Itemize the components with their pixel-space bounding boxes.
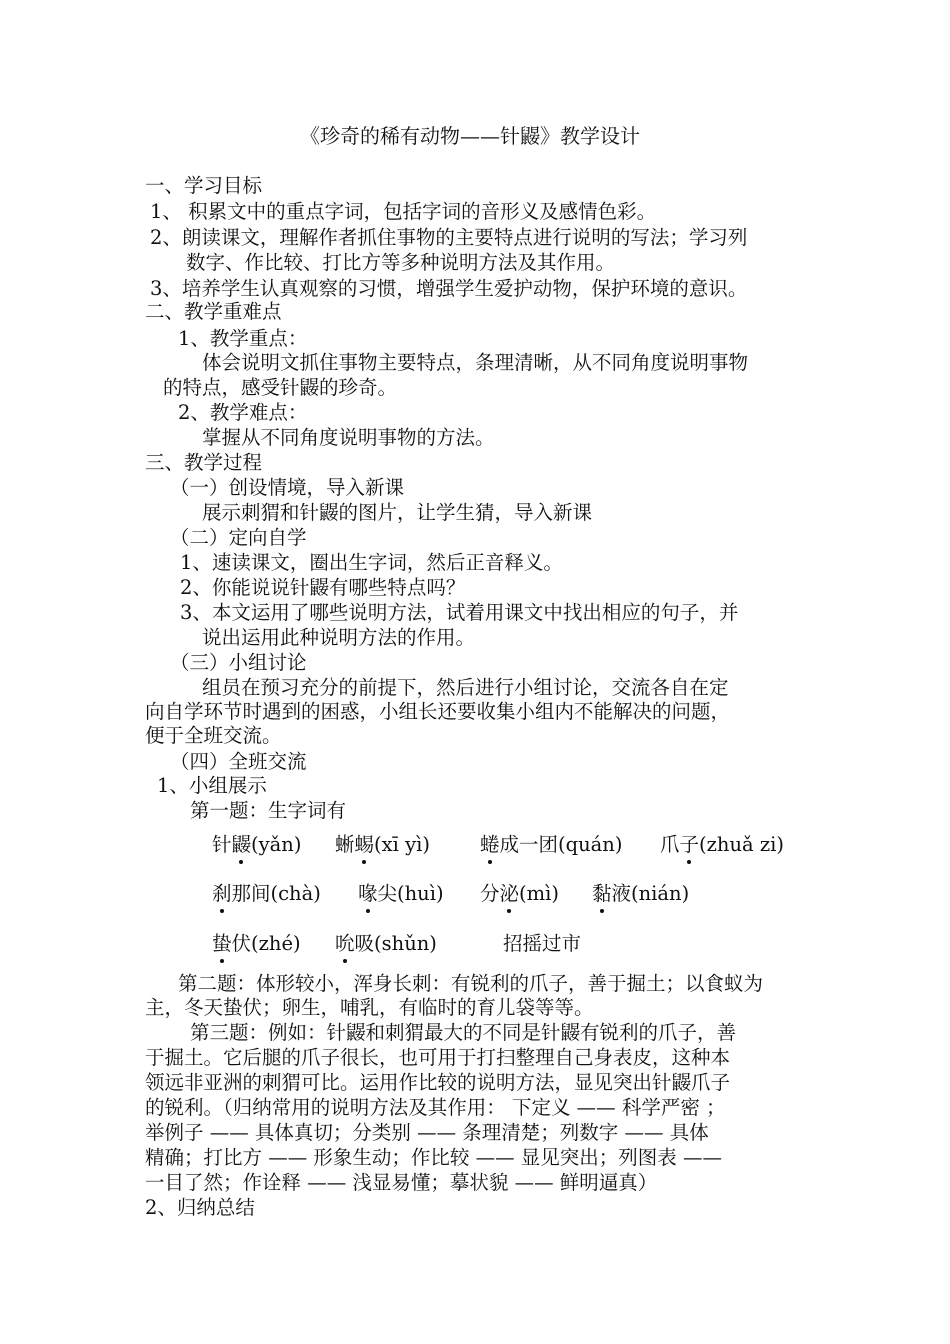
text-line: （二）定向自学: [170, 526, 307, 549]
emphasis-char: 吮: [335, 932, 355, 955]
text-line: 展示刺猬和针鼹的图片，让学生猜，导入新课: [202, 501, 593, 524]
vocab-item: 蜥蜴(xī yì): [335, 833, 430, 856]
text-line: 2、教学难点：: [178, 401, 308, 424]
vocab-item: 喙尖(huì): [358, 882, 444, 905]
text-line: 第二题：体形较小，浑身长刺：有锐利的爪子，善于掘土；以食蚁为: [178, 972, 764, 995]
section-heading: 二、教学重难点: [145, 300, 282, 323]
vocab-item: 蜷成一团(quán): [480, 833, 623, 856]
vocab-item: 分泌(mì): [480, 882, 559, 905]
text-line: （四）全班交流: [170, 750, 307, 773]
vocab-item: 黏液(nián): [592, 882, 690, 905]
vocab-item: 针鼹(yǎn): [212, 833, 302, 856]
text-line: 第三题：例如：针鼹和刺猬最大的不同是针鼹有锐利的爪子，善: [190, 1021, 737, 1044]
emphasis-char: 刹: [212, 882, 232, 905]
text-line: 向自学环节时遇到的困惑，小组长还要收集小组内不能解决的问题，: [145, 700, 731, 723]
emphasis-char: 泌: [499, 882, 520, 905]
emphasis-char: 喙: [358, 882, 378, 905]
text-line: 举例子 —— 具体真切；分类别 —— 条理清楚；列数字 —— 具体: [145, 1121, 709, 1144]
text-line: 1、 积累文中的重点字词，包括字词的音形义及感情色彩。: [150, 200, 657, 223]
text-line: 1、教学重点：: [178, 327, 308, 350]
text-line: 数字、作比较、打比方等多种说明方法及其作用。: [186, 251, 616, 274]
text-line: 2、你能说说针鼹有哪些特点吗？: [180, 576, 466, 599]
text-line: 说出运用此种说明方法的作用。: [202, 626, 476, 649]
text-line: 于掘土。它后腿的爪子很长，也可用于打扫整理自己身表皮，这种本: [145, 1046, 731, 1069]
vocab-item: 刹那间(chà): [212, 882, 321, 905]
text-line: 掌握从不同角度说明事物的方法。: [202, 426, 495, 449]
vocab-item: 吮吸(shǔn): [335, 932, 437, 955]
text-line: 1、小组展示: [157, 774, 267, 797]
text-line: 2、朗读课文，理解作者抓住事物的主要特点进行说明的写法；学习列: [150, 226, 748, 249]
section-heading: 三、教学过程: [145, 451, 263, 474]
text-line: 3、本文运用了哪些说明方法，试着用课文中找出相应的句子，并: [180, 601, 739, 624]
text-line: 1、速读课文，圈出生字词，然后正音释义。: [180, 551, 563, 574]
vocab-item: 爪子(zhuǎ zi): [660, 833, 784, 856]
vocab-item: 招摇过市: [503, 932, 582, 955]
emphasis-char: 子: [679, 833, 700, 856]
text-line: 的特点，感受针鼹的珍奇。: [163, 376, 398, 399]
text-line: 的锐利。（归纳常用的说明方法及其作用： 下定义 —— 科学严密 ；: [145, 1096, 726, 1119]
text-line: 第一题：生字词有: [190, 799, 347, 822]
emphasis-char: 黏: [592, 882, 612, 905]
text-line: （一）创设情境，导入新课: [170, 476, 405, 499]
text-line: 2、归纳总结: [145, 1196, 255, 1219]
document-title: 《珍奇的稀有动物——针鼹》教学设计: [300, 124, 640, 148]
text-line: 便于全班交流。: [145, 724, 282, 747]
emphasis-char: 蛰: [212, 932, 232, 955]
text-line: 组员在预习充分的前提下，然后进行小组讨论，交流各自在定: [202, 676, 729, 699]
text-line: 一目了然；作诠释 —— 浅显易懂；摹状貌 —— 鲜明逼真）: [145, 1171, 658, 1194]
vocab-item: 蛰伏(zhé): [212, 932, 301, 955]
text-line: 领远非亚洲的刺猬可比。运用作比较的说明方法，显见突出针鼹爪子: [145, 1071, 731, 1094]
text-line: 体会说明文抓住事物主要特点，条理清晰，从不同角度说明事物: [202, 351, 749, 374]
text-line: 主，冬天蛰伏；卵生，哺乳，有临时的育儿袋等等。: [145, 996, 594, 1019]
text-line: 精确；打比方 —— 形象生动；作比较 —— 显见突出；列图表 ——: [145, 1146, 722, 1169]
text-line: （三）小组讨论: [170, 651, 307, 674]
text-line: 3、培养学生认真观察的习惯，增强学生爱护动物，保护环境的意识。: [150, 277, 748, 300]
emphasis-char: 鼹: [231, 833, 252, 856]
section-heading: 一、学习目标: [145, 174, 263, 197]
emphasis-char: 蜴: [354, 833, 375, 856]
emphasis-char: 蜷: [480, 833, 500, 856]
